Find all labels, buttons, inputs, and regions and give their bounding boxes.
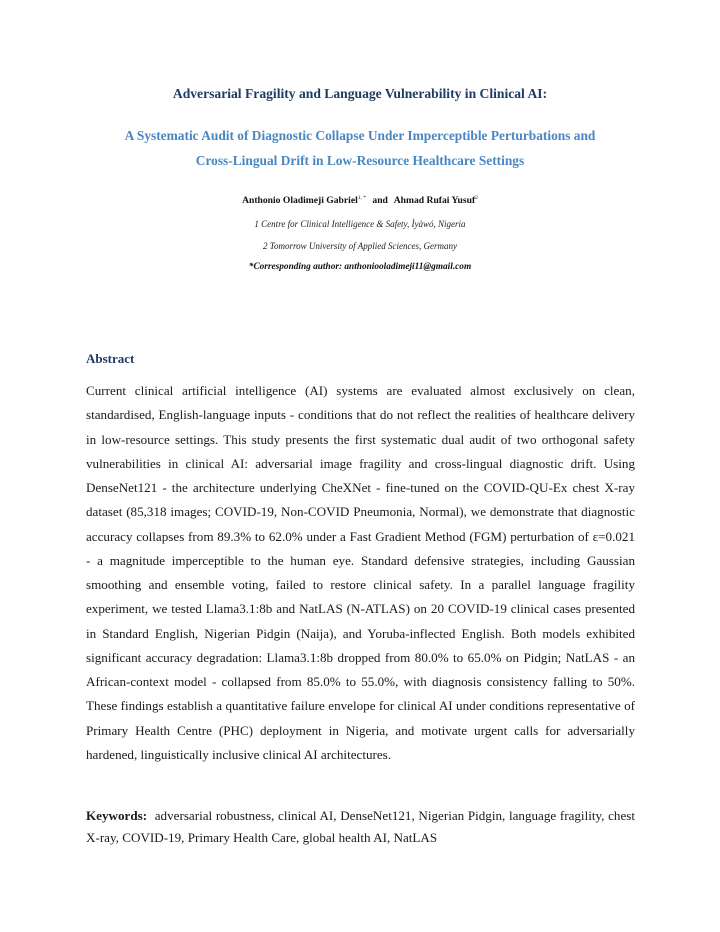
keywords-block: [86, 805, 635, 849]
paper-title: Adversarial Fragility and Language Vulnerability in Clinical AI:: [172, 86, 548, 101]
abstract-body: Current clinical artificial intelligence (AI) systems are evaluated almost exclusively on clean, standardised, English-language inputs - conditions that do not reflect the realities of healthcare delivery in low-resource settings. This study presents the first systematic dual audit of two orthogonal safety vulnerabilities in clinical AI: adversarial image fragility and cross-lingual diagnostic drift. Using DenseNet121 - the architecture underlying CheXNet - fine-tuned on the COVID-QU-Ex chest X-ray dataset (85,318 images; COVID-19, Non-COVID Pneumonia, Normal), we demonstrate that diagnostic accuracy collapses from 89.3% to 62.0% under a Fast Gradient Method (FGM) perturbation of ε=0.021 - a magnitude imperceptible to the human eye. Standard defensive strategies, including Gaussian smoothing and ensemble voting, failed to restore clinical safety. In a parallel language fragility experiment, we tested Llama3.1:8b and NatLAS (N-ATLAS) on 20 COVID-19 clinical cases presented in Standard English, Nigerian Pidgin (Naija), and Yoruba-inflected English. Both models exhibited significant accuracy degradation: Llama3.1:8b dropped from 80.0% to 65.0% on Pidgin; NatLAS - an African-context model - collapsed from 85.0% to 55.0%, with diagnosis consistency falling to 50%. These findings establish a quantitative failure envelope for clinical AI under conditions representative of Primary Health Centre (PHC) deployment in Nigeria, and motivate urgent calls for adversarially hardened, linguistically inclusive clinical AI architectures.: [86, 383, 635, 762]
author-superscript: 2: [475, 195, 478, 201]
keywords-text: adversarial robustness, clinical AI, DenseNet121, Nigerian Pidgin, language fragility, chest X-ray, COVID-19, Primary Health Care, global health AI, NatLAS: [86, 808, 635, 845]
author-superscript: 1, *: [357, 195, 366, 201]
abstract-heading: Abstract: [86, 351, 135, 366]
author-conjunction: and: [372, 195, 388, 206]
subtitle-line-2: Cross-Lingual Drift in Low-Resource Healthcare Settings: [195, 153, 525, 168]
author-name: Ahmad Rufai Yusuf: [393, 195, 476, 206]
corresponding-author: *Corresponding author: anthoniooladimeji11@gmail.com: [248, 262, 472, 272]
paper-subtitle: [60, 123, 660, 173]
keywords-label: Keywords:: [86, 808, 148, 823]
affiliation-2: 2 Tomorrow University of Applied Sciences, Germany: [263, 241, 457, 251]
affiliation-1: 1 Centre for Clinical Intelligence & Safety, Ìyàwó, Nigeria: [254, 219, 466, 229]
author-name: Anthonio Oladimeji Gabriel: [242, 195, 358, 206]
author-list: [60, 195, 660, 206]
subtitle-line-1: A Systematic Audit of Diagnostic Collapse Under Imperceptible Perturbations and: [124, 128, 596, 143]
